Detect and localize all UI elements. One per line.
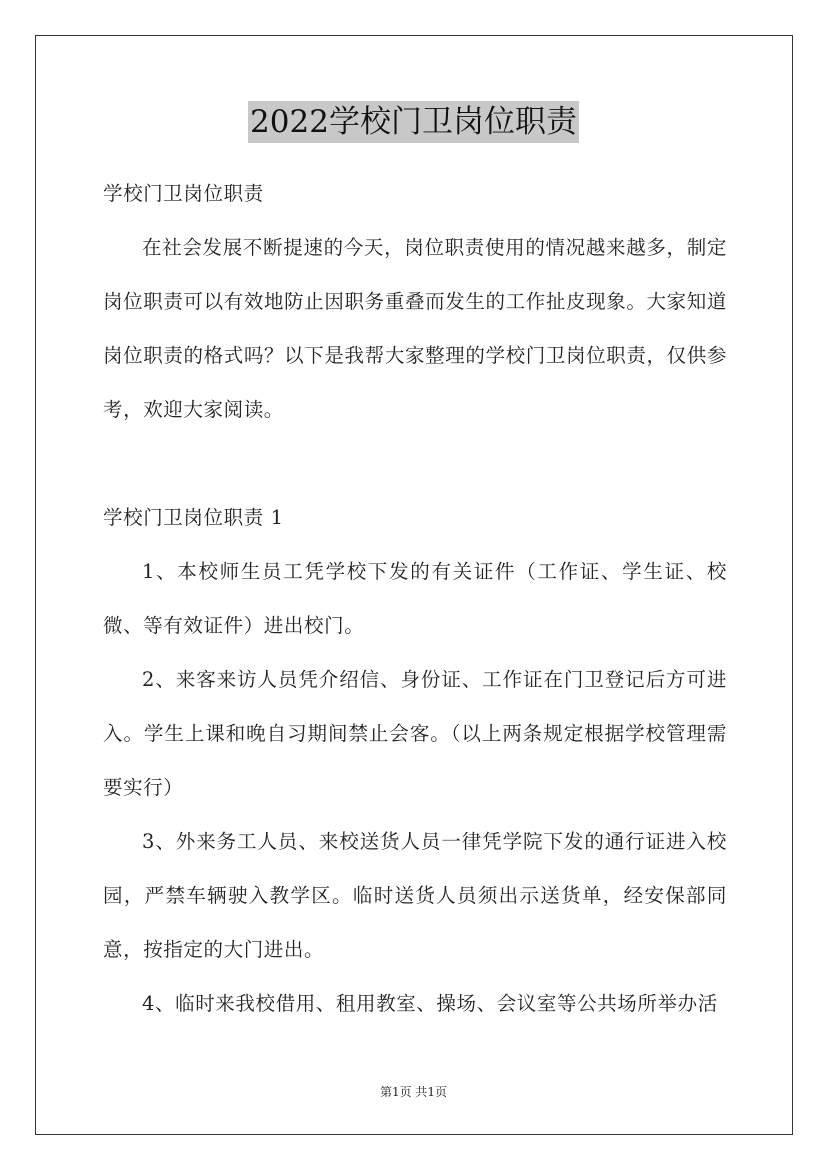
duty-item-3: 3、外来务工人员、来校送货人员一律凭学院下发的通行证进入校园，严禁车辆驶入教学区。临时送货人员须出示送货单，经安保部同意，按指定的大门进出。 bbox=[103, 830, 727, 961]
duty-item-2: 2、来客来访人员凭介绍信、身份证、工作证在门卫登记后方可进入。学生上课和晚自习期间禁止会客。（以上两条规定根据学校管理需要实行） bbox=[103, 668, 727, 799]
section-heading: 学校门卫岗位职责 bbox=[103, 182, 264, 205]
intro-paragraph: 在社会发展不断提速的今天，岗位职责使用的情况越来越多，制定岗位职责可以有效地防止因职务重叠而发生的工作扯皮现象。大家知道岗位职责的格式吗？以下是我帮大家整理的学校门卫岗位职责，仅供参考，欢迎大家阅读。 bbox=[103, 236, 727, 421]
document-title: 2022学校门卫岗位职责 bbox=[248, 101, 579, 143]
document-title-container bbox=[0, 101, 827, 143]
page-footer: 第1页 共1页 bbox=[379, 1085, 448, 1099]
duty-item-4: 4、临时来我校借用、租用教室、操场、会议室等公共场所举办活 bbox=[142, 992, 718, 1015]
duty-item-1: 1、本校师生员工凭学校下发的有关证件（工作证、学生证、校微、等有效证件）进出校门。 bbox=[103, 560, 727, 637]
section-heading-1: 学校门卫岗位职责 1 bbox=[103, 506, 284, 529]
